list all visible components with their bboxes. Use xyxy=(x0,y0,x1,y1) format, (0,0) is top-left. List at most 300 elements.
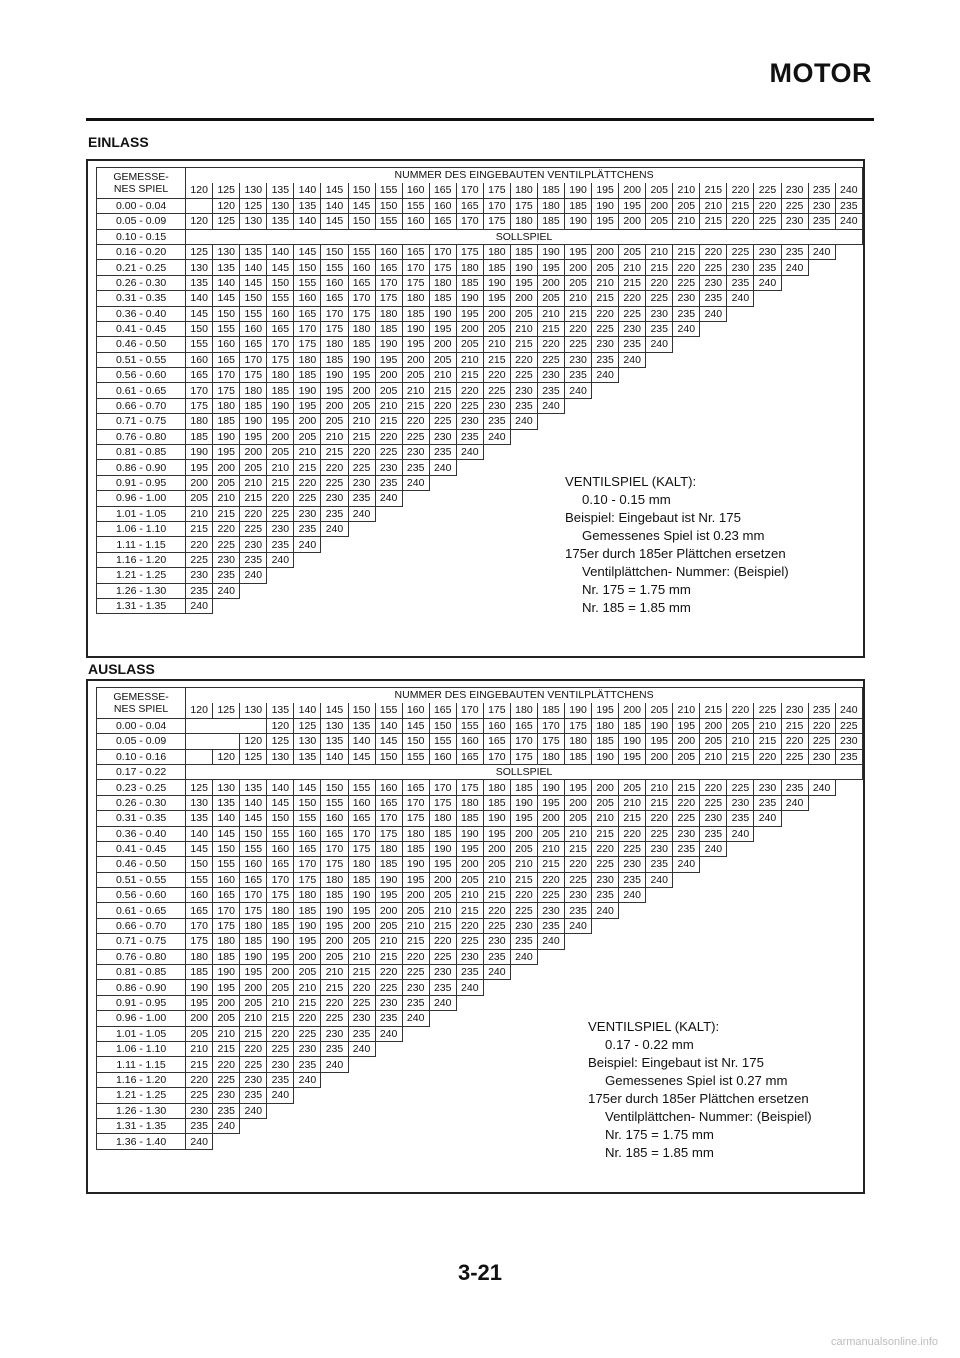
shim-value-cell: 210 xyxy=(213,1026,240,1041)
empty-cell xyxy=(835,260,862,275)
shim-value-cell: 195 xyxy=(565,244,592,259)
shim-value-cell: 240 xyxy=(429,995,456,1010)
empty-cell xyxy=(727,321,754,336)
empty-cell xyxy=(510,1026,537,1041)
shim-value-cell: 235 xyxy=(781,780,808,795)
shim-value-cell: 220 xyxy=(321,995,348,1010)
shim-value-cell: 195 xyxy=(240,429,267,444)
shim-value-cell: 170 xyxy=(483,749,510,764)
shim-value-cell: 240 xyxy=(537,398,564,413)
shim-value-cell: 190 xyxy=(375,337,402,352)
shim-value-cell: 210 xyxy=(592,275,619,290)
shim-value-cell: 220 xyxy=(402,949,429,964)
shim-value-cell: 210 xyxy=(429,368,456,383)
shim-value-cell: 165 xyxy=(375,795,402,810)
shim-value-cell: 170 xyxy=(456,214,483,229)
empty-cell xyxy=(240,1118,267,1133)
shim-value-cell: 200 xyxy=(456,857,483,872)
empty-cell xyxy=(510,475,537,490)
shim-value-cell: 170 xyxy=(429,780,456,795)
empty-cell xyxy=(537,949,564,964)
shim-value-cell: 125 xyxy=(186,244,213,259)
shim-value-cell: 210 xyxy=(700,198,727,213)
empty-cell xyxy=(619,949,646,964)
shim-value-cell: 200 xyxy=(213,995,240,1010)
empty-cell xyxy=(835,1011,862,1026)
shim-value-cell: 190 xyxy=(537,780,564,795)
shim-value-cell: 225 xyxy=(240,521,267,536)
shim-value-cell: 230 xyxy=(321,1026,348,1041)
empty-cell xyxy=(700,949,727,964)
empty-cell xyxy=(808,949,835,964)
spec-clearance-cell: SOLLSPIEL xyxy=(186,764,863,779)
empty-cell xyxy=(510,537,537,552)
shim-value-cell: 220 xyxy=(781,734,808,749)
shim-value-cell: 215 xyxy=(213,1041,240,1056)
shim-value-cell: 210 xyxy=(267,460,294,475)
shim-value-cell: 165 xyxy=(402,780,429,795)
shim-value-cell: 205 xyxy=(429,888,456,903)
empty-cell xyxy=(808,888,835,903)
shim-value-cell: 215 xyxy=(294,995,321,1010)
shim-value-cell: 150 xyxy=(402,734,429,749)
clearance-range-cell: 1.31 - 1.35 xyxy=(97,1118,186,1133)
shim-value-cell: 205 xyxy=(267,445,294,460)
empty-cell xyxy=(456,1103,483,1118)
shim-value-cell: 225 xyxy=(321,1011,348,1026)
shim-value-cell: 200 xyxy=(592,780,619,795)
shim-value-cell: 225 xyxy=(186,552,213,567)
shim-value-cell: 215 xyxy=(483,352,510,367)
shim-value-cell: 215 xyxy=(673,780,700,795)
empty-cell xyxy=(700,965,727,980)
shim-value-cell: 170 xyxy=(294,321,321,336)
shim-value-cell: 185 xyxy=(321,888,348,903)
table-row xyxy=(97,275,863,290)
empty-cell xyxy=(537,1011,564,1026)
shim-value-cell: 150 xyxy=(213,306,240,321)
shim-value-cell: 130 xyxy=(294,734,321,749)
shim-value-cell: 160 xyxy=(321,811,348,826)
empty-cell xyxy=(186,198,213,213)
shim-value-cell: 185 xyxy=(240,934,267,949)
empty-cell xyxy=(673,429,700,444)
empty-cell xyxy=(835,552,862,567)
shim-value-cell: 220 xyxy=(592,841,619,856)
shim-value-cell: 180 xyxy=(375,306,402,321)
shim-value-cell: 205 xyxy=(673,749,700,764)
shim-value-cell: 180 xyxy=(402,291,429,306)
shim-value-cell: 170 xyxy=(510,734,537,749)
shim-value-cell: 225 xyxy=(456,934,483,949)
empty-cell xyxy=(456,583,483,598)
shim-value-cell: 225 xyxy=(673,811,700,826)
shim-value-cell: 230 xyxy=(565,352,592,367)
shim-value-cell: 185 xyxy=(240,398,267,413)
shim-value-cell: 155 xyxy=(240,306,267,321)
shim-value-cell: 240 xyxy=(402,1011,429,1026)
clearance-range-cell: 0.51 - 0.55 xyxy=(97,872,186,887)
empty-cell xyxy=(483,521,510,536)
shim-value-cell: 220 xyxy=(213,1057,240,1072)
shim-value-cell: 185 xyxy=(619,718,646,733)
empty-cell xyxy=(700,321,727,336)
empty-cell xyxy=(537,1026,564,1041)
shim-value-cell: 175 xyxy=(402,811,429,826)
shim-value-cell: 185 xyxy=(375,321,402,336)
shim-value-cell: 225 xyxy=(483,383,510,398)
empty-cell xyxy=(537,414,564,429)
shim-value-cell: 140 xyxy=(348,734,375,749)
empty-cell xyxy=(510,1041,537,1056)
shim-value-cell: 170 xyxy=(240,888,267,903)
empty-cell xyxy=(808,521,835,536)
shim-value-cell: 150 xyxy=(294,795,321,810)
shim-value-cell: 205 xyxy=(294,429,321,444)
shim-value-cell: 215 xyxy=(213,506,240,521)
shim-value-cell: 190 xyxy=(294,383,321,398)
clearance-range-cell: 0.61 - 0.65 xyxy=(97,903,186,918)
shim-value-cell: 215 xyxy=(510,337,537,352)
empty-cell xyxy=(565,980,592,995)
shim-value-cell: 200 xyxy=(294,414,321,429)
shim-value-cell: 200 xyxy=(348,918,375,933)
clearance-range-cell: 0.66 - 0.70 xyxy=(97,918,186,933)
shim-value-cell: 220 xyxy=(646,811,673,826)
shim-value-cell: 230 xyxy=(456,414,483,429)
note-line: 175er durch 185er Plättchen ersetzen xyxy=(565,546,786,561)
shim-value-cell: 135 xyxy=(294,198,321,213)
shim-value-cell: 180 xyxy=(240,383,267,398)
clearance-range-cell: 0.91 - 0.95 xyxy=(97,995,186,1010)
empty-cell xyxy=(456,1134,483,1149)
shim-value-cell: 215 xyxy=(727,749,754,764)
empty-cell xyxy=(456,1026,483,1041)
intake-section-title: EINLASS xyxy=(88,134,149,150)
shim-value-cell: 185 xyxy=(321,352,348,367)
shim-value-cell: 190 xyxy=(619,734,646,749)
shim-value-cell: 155 xyxy=(456,718,483,733)
shim-value-cell: 200 xyxy=(240,980,267,995)
empty-cell xyxy=(727,368,754,383)
empty-cell xyxy=(375,1041,402,1056)
shim-number-cell: 170 xyxy=(456,183,483,198)
shim-value-cell: 240 xyxy=(483,429,510,444)
empty-cell xyxy=(835,872,862,887)
shim-value-cell: 155 xyxy=(402,749,429,764)
shim-value-cell: 240 xyxy=(781,795,808,810)
shim-value-cell: 125 xyxy=(240,198,267,213)
shim-value-cell: 220 xyxy=(267,1026,294,1041)
empty-cell xyxy=(754,429,781,444)
shim-value-cell: 145 xyxy=(294,244,321,259)
shim-value-cell: 225 xyxy=(402,429,429,444)
empty-cell xyxy=(240,718,267,733)
empty-cell xyxy=(808,872,835,887)
empty-cell xyxy=(808,1026,835,1041)
empty-cell xyxy=(727,306,754,321)
shim-value-cell: 225 xyxy=(727,244,754,259)
empty-cell xyxy=(294,1118,321,1133)
shim-value-cell: 170 xyxy=(321,841,348,856)
shim-value-cell: 155 xyxy=(348,780,375,795)
empty-cell xyxy=(835,795,862,810)
shim-value-cell: 205 xyxy=(348,398,375,413)
shim-value-cell: 235 xyxy=(727,811,754,826)
empty-cell xyxy=(808,1041,835,1056)
shim-value-cell: 240 xyxy=(429,460,456,475)
shim-value-cell: 225 xyxy=(267,1041,294,1056)
shim-value-cell: 215 xyxy=(456,368,483,383)
shim-value-cell: 210 xyxy=(673,214,700,229)
empty-cell xyxy=(348,1057,375,1072)
shim-value-cell: 195 xyxy=(646,734,673,749)
empty-cell xyxy=(592,965,619,980)
shim-value-cell: 220 xyxy=(483,368,510,383)
shim-number-cell: 230 xyxy=(781,183,808,198)
empty-cell xyxy=(483,491,510,506)
shim-value-cell: 240 xyxy=(240,568,267,583)
shim-value-cell: 240 xyxy=(592,368,619,383)
note-line: Nr. 175 = 1.75 mm xyxy=(605,1127,714,1142)
shim-value-cell: 180 xyxy=(592,718,619,733)
shim-value-cell: 210 xyxy=(510,857,537,872)
note-line: Ventilplättchen- Nummer: (Beispiel) xyxy=(605,1109,812,1124)
shim-value-cell: 185 xyxy=(483,795,510,810)
empty-cell xyxy=(808,491,835,506)
shim-value-cell: 240 xyxy=(565,918,592,933)
empty-cell xyxy=(186,749,213,764)
shim-value-cell: 225 xyxy=(781,749,808,764)
empty-cell xyxy=(727,888,754,903)
empty-cell xyxy=(375,568,402,583)
empty-cell xyxy=(727,352,754,367)
empty-cell xyxy=(727,965,754,980)
table-row xyxy=(97,826,863,841)
table-row xyxy=(97,888,863,903)
empty-cell xyxy=(646,980,673,995)
shim-value-cell: 210 xyxy=(565,291,592,306)
empty-cell xyxy=(483,506,510,521)
shim-value-cell: 145 xyxy=(213,291,240,306)
shim-value-cell: 180 xyxy=(402,826,429,841)
shim-value-cell: 195 xyxy=(673,718,700,733)
empty-cell xyxy=(375,1057,402,1072)
shim-value-cell: 230 xyxy=(375,460,402,475)
shim-value-cell: 220 xyxy=(673,260,700,275)
shim-value-cell: 225 xyxy=(565,872,592,887)
shim-value-cell: 175 xyxy=(267,888,294,903)
shim-value-cell: 155 xyxy=(429,734,456,749)
empty-cell xyxy=(754,291,781,306)
shim-value-cell: 215 xyxy=(321,980,348,995)
clearance-range-cell: 1.06 - 1.10 xyxy=(97,1041,186,1056)
shim-value-cell: 175 xyxy=(510,749,537,764)
shim-value-cell: 210 xyxy=(727,734,754,749)
empty-cell xyxy=(483,1103,510,1118)
empty-cell xyxy=(402,491,429,506)
empty-cell xyxy=(835,811,862,826)
clearance-range-cell: 0.46 - 0.50 xyxy=(97,857,186,872)
shim-value-cell: 235 xyxy=(483,949,510,964)
shim-value-cell: 185 xyxy=(565,198,592,213)
shim-value-cell: 205 xyxy=(186,1026,213,1041)
shim-value-cell: 220 xyxy=(294,475,321,490)
shim-value-cell: 230 xyxy=(213,552,240,567)
shim-value-cell: 195 xyxy=(294,934,321,949)
clearance-range-cell: 0.41 - 0.45 xyxy=(97,321,186,336)
empty-cell xyxy=(510,1134,537,1149)
shim-value-cell: 155 xyxy=(186,337,213,352)
shim-value-cell: 205 xyxy=(700,734,727,749)
shim-value-cell: 240 xyxy=(781,260,808,275)
shim-value-cell: 230 xyxy=(321,491,348,506)
empty-cell xyxy=(510,506,537,521)
empty-cell xyxy=(808,583,835,598)
empty-cell xyxy=(781,841,808,856)
empty-cell xyxy=(835,857,862,872)
empty-cell xyxy=(808,795,835,810)
shim-value-cell: 195 xyxy=(321,383,348,398)
shim-value-cell: 205 xyxy=(537,826,564,841)
empty-cell xyxy=(727,414,754,429)
empty-cell xyxy=(537,995,564,1010)
shim-value-cell: 160 xyxy=(402,214,429,229)
shim-value-cell: 215 xyxy=(537,321,564,336)
empty-cell xyxy=(294,598,321,613)
clearance-range-cell: 0.61 - 0.65 xyxy=(97,383,186,398)
shim-value-cell: 210 xyxy=(240,475,267,490)
empty-cell xyxy=(456,537,483,552)
shim-value-cell: 180 xyxy=(294,352,321,367)
table-row xyxy=(97,337,863,352)
shim-number-cell: 240 xyxy=(835,183,862,198)
empty-cell xyxy=(808,811,835,826)
empty-cell xyxy=(402,598,429,613)
table-row xyxy=(97,383,863,398)
empty-cell xyxy=(646,903,673,918)
shim-value-cell: 240 xyxy=(321,1057,348,1072)
title-rule xyxy=(86,118,874,121)
empty-cell xyxy=(619,995,646,1010)
shim-value-cell: 240 xyxy=(267,552,294,567)
empty-cell xyxy=(483,995,510,1010)
shim-value-cell: 175 xyxy=(294,872,321,887)
empty-cell xyxy=(402,583,429,598)
empty-cell xyxy=(321,1134,348,1149)
shim-value-cell: 215 xyxy=(483,888,510,903)
shim-value-cell: 235 xyxy=(429,445,456,460)
shim-value-cell: 170 xyxy=(537,718,564,733)
empty-cell xyxy=(727,872,754,887)
shim-value-cell: 225 xyxy=(537,352,564,367)
empty-cell xyxy=(754,841,781,856)
shim-value-cell: 135 xyxy=(213,260,240,275)
shim-value-cell: 225 xyxy=(213,537,240,552)
empty-cell xyxy=(240,1134,267,1149)
shim-value-cell: 180 xyxy=(213,398,240,413)
shim-number-cell: 230 xyxy=(781,703,808,718)
clearance-range-cell: 0.96 - 1.00 xyxy=(97,1011,186,1026)
empty-cell xyxy=(808,1011,835,1026)
empty-cell xyxy=(456,521,483,536)
shim-value-cell: 190 xyxy=(186,980,213,995)
empty-cell xyxy=(700,414,727,429)
empty-cell xyxy=(483,1057,510,1072)
shim-value-cell: 210 xyxy=(456,888,483,903)
shim-number-cell: 235 xyxy=(808,703,835,718)
shim-value-cell: 220 xyxy=(754,749,781,764)
shim-value-cell: 185 xyxy=(510,244,537,259)
empty-cell xyxy=(835,521,862,536)
shim-value-cell: 185 xyxy=(565,749,592,764)
shim-value-cell: 160 xyxy=(429,198,456,213)
shim-value-cell: 145 xyxy=(213,826,240,841)
shim-value-cell: 215 xyxy=(294,460,321,475)
empty-cell xyxy=(402,1026,429,1041)
shim-value-cell: 180 xyxy=(483,780,510,795)
clearance-range-cell: 0.71 - 0.75 xyxy=(97,934,186,949)
empty-cell xyxy=(267,598,294,613)
empty-cell xyxy=(781,857,808,872)
empty-cell xyxy=(835,888,862,903)
shim-value-cell: 165 xyxy=(240,337,267,352)
empty-cell xyxy=(510,1118,537,1133)
shim-value-cell: 135 xyxy=(186,275,213,290)
shim-value-cell: 215 xyxy=(537,857,564,872)
shim-value-cell: 165 xyxy=(213,888,240,903)
shim-value-cell: 235 xyxy=(781,244,808,259)
shim-value-cell: 185 xyxy=(213,949,240,964)
empty-cell xyxy=(537,583,564,598)
shim-value-cell: 140 xyxy=(186,826,213,841)
shim-value-cell: 225 xyxy=(808,734,835,749)
empty-cell xyxy=(375,1072,402,1087)
table-row xyxy=(97,749,863,764)
empty-cell xyxy=(673,903,700,918)
shim-value-cell: 220 xyxy=(537,337,564,352)
empty-cell xyxy=(375,1134,402,1149)
shim-value-cell: 175 xyxy=(267,352,294,367)
shim-value-cell: 200 xyxy=(375,903,402,918)
shim-value-cell: 220 xyxy=(727,214,754,229)
empty-cell xyxy=(808,537,835,552)
clearance-range-cell: 0.76 - 0.80 xyxy=(97,949,186,964)
shim-value-cell: 135 xyxy=(294,749,321,764)
shim-value-cell: 205 xyxy=(483,321,510,336)
clearance-header: GEMESSE- NES SPIEL xyxy=(97,168,186,199)
shim-value-cell: 235 xyxy=(240,1088,267,1103)
shim-value-cell: 170 xyxy=(402,260,429,275)
shim-value-cell: 180 xyxy=(375,841,402,856)
shim-value-cell: 205 xyxy=(646,214,673,229)
empty-cell xyxy=(808,368,835,383)
empty-cell xyxy=(483,598,510,613)
shim-value-cell: 225 xyxy=(646,826,673,841)
empty-cell xyxy=(835,1072,862,1087)
shim-value-cell: 210 xyxy=(375,934,402,949)
shim-value-cell: 185 xyxy=(402,841,429,856)
shim-value-cell: 190 xyxy=(348,352,375,367)
empty-cell xyxy=(781,383,808,398)
shim-value-cell: 180 xyxy=(429,275,456,290)
empty-cell xyxy=(727,383,754,398)
empty-cell xyxy=(808,429,835,444)
empty-cell xyxy=(565,949,592,964)
empty-cell xyxy=(429,1088,456,1103)
shim-value-cell: 155 xyxy=(213,857,240,872)
empty-cell xyxy=(808,398,835,413)
